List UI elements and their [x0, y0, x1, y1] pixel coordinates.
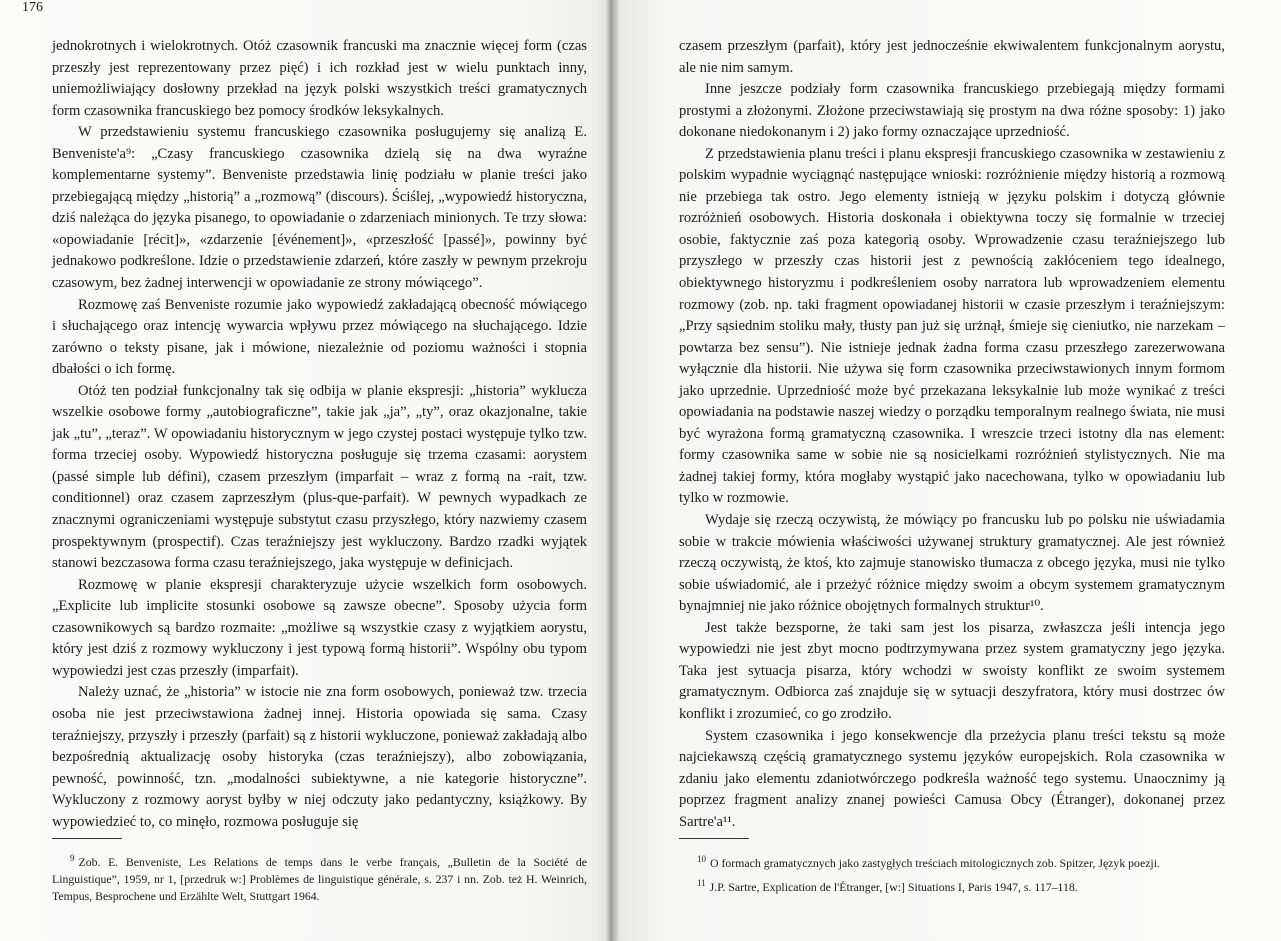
- right-page-body: [679, 36, 1225, 833]
- left-page-body: [52, 36, 587, 833]
- paragraph: System czasownika i jego konsekwencje dla przeżycia planu treści tekstu są może najciekawszą częścią gramatycznego systemu języków europejskich. Rola czasownika w zdaniu jako elementu zdaniotwórczego podkreśla ważność tego systemu. Unaocznimy ją poprzez fragment analizy znanej powieści Camusa Obcy (Étranger), dokonanej przez Sartre'a¹¹.: [679, 727, 1225, 830]
- paragraph: Rozmowę w planie ekspresji charakteryzuje użycie wszelkich form osobowych. „Explicite lub implicite stosunki osobowe są zawsze obecne”. Sposoby użycia form czasownikowych są bardzo rozmaite: „możliwe są wszystkie czasy z wyjątkiem aorystu, który jest dziś z rozmowy wykluczony i jest typową formą historii”. Wspólny obu typom wypowiedzi jest czas przeszły (imparfait).: [52, 576, 587, 679]
- footnote-mark: 10: [697, 854, 706, 864]
- footnote: [679, 875, 1225, 896]
- footnote: [679, 851, 1225, 872]
- footnote-divider: [679, 838, 749, 839]
- footnote-text: Zob. E. Benveniste, Les Relations de temps dans le verbe français, „Bulletin de la Société de Linguistique”, 1959, nr 1, [przedruk w:] Problèmes de linguistique générale, s. 237 i nn. Zob. też H. Weinrich, Tempus, Besprochene und Erzählte Welt, Stuttgart 1964.: [52, 854, 587, 903]
- page-number: 176: [22, 0, 43, 15]
- paragraph: Rozmowę zaś Benveniste rozumie jako wypowiedź zakładającą obecność mówiącego i słuchającego oraz intencję wywarcia wpływu przez mówiącego na słuchającego. Idzie zarówno o teksty pisane, jak i mówione, niezależnie od poziomu ważności i stopnia dbałości o ich formę.: [52, 296, 587, 378]
- footnote-mark: 9: [70, 853, 75, 863]
- footnote-text: O formach gramatycznych jako zastygłych treściach mitologicznych zob. Spitzer, Język poezji.: [710, 855, 1160, 870]
- right-footnotes: [679, 851, 1225, 898]
- paragraph: jednokrotnych i wielokrotnych. Otóż czasownik francuski ma znacznie więcej form (czas przeszły jest reprezentowany przez pięć) i ich rozkład jest w wielu punktach inny, uniemożliwiający dosłowny przekład na język polski wszystkich treści gramatycznych form czasownika francuskiego bez pomocy środków leksykalnych.: [52, 38, 587, 119]
- paragraph: Wydaje się rzeczą oczywistą, że mówiący po francusku lub po polsku nie uświadamia sobie w trakcie mówienia właściwości używanej struktury gramatycznej. Ale jest również rzeczą oczywistą, że ktoś, kto zajmuje stanowisko tłumacza z obcego języka, musi nie tylko sobie uświadomić, ale i przeżyć różnice między swoim a obcym systemem gramatycznym bynajmniej nie jako różnice obojętnych formalnych struktur¹⁰.: [679, 512, 1225, 615]
- paragraph: Z przedstawienia planu treści i planu ekspresji francuskiego czasownika w zestawieniu z polskim wypadnie wyciągnąć następujące wnioski: rozróżnienie między historią a rozmową nie przebiega tak ostro. Jego elementy istnieją w języku polskim i dotyczą głównie rozróżnień osobowych. Historia doskonała i obiektywna toczy się formalnie w trzeciej osobie, faktycznie zaś poza kategorią osoby. Wprowadzenie czasu teraźniejszego lub przyszłego w przeszły czas historii jest z pewnością zakłóceniem tego idealnego, obiektywnego historyzmu i podkreśleniem osoby narratora lub wprowadzeniem elementu rozmowy (zob. np. taki fragment opowiadanej historii w czasie przeszłym i teraźniejszym: „Przy sąsiednim stoliku mały, tłusty pan już się urżnął, śmieje się cieniutko, nie narzekam – powtarza bez sensu”). Nie istnieje jednak żadna forma czasu przeszłego zarezerwowana wyłącznie dla historii. Nie używa się form czasownika przeciwstawionych innym formom jako uprzednie. Uprzedniość może być przekazana leksykalnie lub może wynikać z treści opowiadania na podstawie naszej wiedzy o porządku temporalnym realnego świata, nie musi być wyrażona formą gramatyczną czasownika. I wreszcie trzeci istotny dla nas element: formy czasownika same w sobie nie są nosicielkami rozróżnień stylistycznych. Nie ma żadnej takiej formy, która mogłaby wystąpić jako nacechowana, tylko w opowiadaniu lub tylko w rozmowie.: [679, 145, 1225, 507]
- paragraph: Należy uznać, że „historia” w istocie nie zna form osobowych, ponieważ tzw. trzecia osoba nie jest przeciwstawiona żadnej innej. Historia opowiada się sama. Czasy teraźniejszy, przyszły i przeszły (parfait) są z historii wykluczone, ponieważ zakładają albo bezpośrednią aktualizację osoby historyka (czas teraźniejszy), albo zobowiązania, pewność, powinność, tzn. „modalności subiektywne, a nie kategorie historyczne”. Wykluczony z rozmowy aoryst byłby w niej odczuty jako pedantyczny, książkowy. By wypowiedzieć to, co minęło, rozmowa posługuje się: [52, 684, 587, 830]
- paragraph: czasem przeszłym (parfait), który jest jednocześnie ekwiwalentem funkcjonalnym aorystu, ale nie nim samym.: [679, 38, 1225, 76]
- left-page: [0, 0, 606, 941]
- paragraph: Jest także bezsporne, że taki sam jest los pisarza, zwłaszcza jeśli intencja jego wypowiedzi nie jest zbyt mocno podtrzymywana przez system gramatyczny jego języka. Taka jest sytuacja pisarza, który wchodzi w swoisty konflikt ze swoim systemem gramatycznym. Odbiorca zaś znajduje się w sytuacji deszyfratora, który musi dostrzec ów konflikt i zrozumieć, co go zrodziło.: [679, 619, 1225, 722]
- paragraph: Otóż ten podział funkcjonalny tak się odbija w planie ekspresji: „historia” wyklucza wszelkie osobowe formy „autobiograficzne”, takie jak „ja”, „ty”, oraz okazjonalne, takie jak „tu”, „teraz”. W opowiadaniu historycznym w jego czystej postaci występuje tylko tzw. forma trzeciej osoby. Wypowiedź historyczna posługuje się trzema czasami: aorystem (passé simple lub défini), czasem przeszłym (imparfait – wraz z formą na -rait, tzw. conditionnel) oraz czasem zaprzeszłym (plus-que-parfait). W pewnych wypadkach ze znacznymi ograniczeniami występuje substytut czasu przyszłego, który nazwiemy czasem prospektywnym (prospectif). Czas teraźniejszy jest wykluczony. Bardzo rzadki wyjątek stanowi bezczasowa forma czasu teraźniejszego, jaka występuje w definicjach.: [52, 382, 587, 572]
- footnote-text: J.P. Sartre, Explication de l'Étranger, [w:] Situations I, Paris 1947, s. 117–118.: [709, 879, 1078, 894]
- footnote-divider: [52, 838, 122, 839]
- left-footnotes: [52, 850, 587, 907]
- footnote-mark: 11: [697, 877, 706, 888]
- right-page: [614, 0, 1281, 941]
- footnote: [52, 850, 587, 904]
- paragraph: W przedstawieniu systemu francuskiego czasownika posługujemy się analizą E. Benveniste'a⁹: „Czasy francuskiego czasownika dzielą się na dwa wyraźne komplementarne systemy”. Benveniste przedstawia linię podziału w planie treści jako przebiegającą między „historią” a „rozmową” (discours). Ściślej, „wypowiedź historyczna, dziś należąca do języka pisanego, to opowiadanie o zdarzeniach minionych. Te trzy słowa: «opowiadanie [récit]», «zdarzenie [événement]», «przeszłość [passé]», powinny być jednakowo podkreślone. Idzie o przedstawienie zdarzeń, które zaszły w pewnym przekroju czasowym, bez żadnej interwencji w opowiadanie ze strony mówiącego”.: [52, 124, 587, 292]
- paragraph: Inne jeszcze podziały form czasownika francuskiego przebiegają między formami prostymi a złożonymi. Złożone przeciwstawiają się prostym na dwa różne sposoby: 1) jako dokonane niedokonanym i 2) jako formy oznaczające uprzedniość.: [679, 81, 1225, 141]
